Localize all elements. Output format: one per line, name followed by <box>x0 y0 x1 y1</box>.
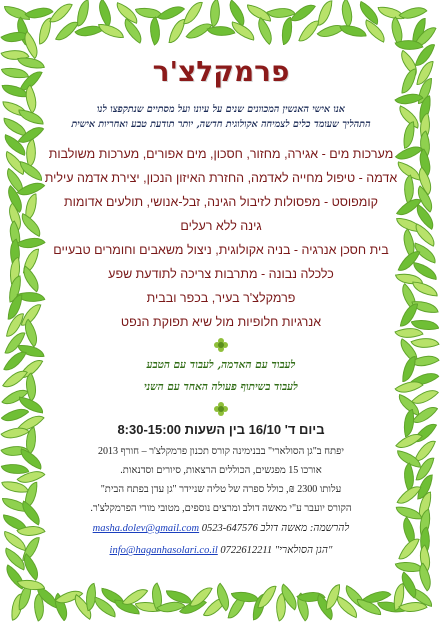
leaf-decoration-icon <box>75 0 92 27</box>
flyer-title: פרמקלצ'ר <box>152 55 290 88</box>
contact-phone[interactable]: 0722612211 <box>220 545 273 556</box>
topics-list <box>34 142 408 334</box>
intro-text <box>38 102 404 132</box>
details-line: הקורס יועבר ע"י מאשה דולב ומרצים נוספים, מטובי מורי הפרמקלצ'ר. <box>90 503 352 514</box>
intro-line-2: התהליך שעומד כלים לצמיחה אקולוגית חדשה, יותר תודעת טבע ואחריות אישית <box>71 119 371 130</box>
contact-label: "הגן הסולארי" <box>274 545 333 556</box>
flower-divider-icon <box>214 338 228 352</box>
contact-email-link[interactable]: info@haganhasolari.co.il <box>109 545 218 556</box>
leaf-decoration-icon <box>135 3 163 22</box>
intro-line-1: אנו אישי האנשין המכוונים שנים על עיונו ועל מסתיים שנתקפצו לנו <box>97 104 345 115</box>
event-date-time: ביום ד' 16/10 בין השעות 8:30-15:00 <box>117 422 325 437</box>
details-line: יפתח ב"גן הסולארי" בבנימינה קורס תכנון פרמקלצ'ר – חורף 2013 <box>98 446 344 457</box>
topic-item: כלכלה נבונה - מתרבות צריכה לתודעת שפע <box>108 267 334 281</box>
leaf-decoration-icon <box>183 0 203 27</box>
leaf-decoration-icon <box>318 0 333 26</box>
details-line: אורכו 15 מפגשים, הכוללים הרצאות, סיורים וסדנאות. <box>120 465 322 476</box>
topic-item: גינה ללא רעלים <box>180 219 262 233</box>
flower-divider-icon <box>214 402 228 416</box>
contact-email-link[interactable]: masha.dolev@gmail.com <box>92 523 200 534</box>
topic-item: פרמקלצ'ר בעיר, בכפר ובבית <box>146 291 296 305</box>
contact-line-garden <box>34 540 408 562</box>
topic-item: אדמה - טיפול מחייה לאדמה, החזרת האיזון הנכון, יצירת אדמה עילית <box>44 171 398 185</box>
contact-label: להרשמה: מאשה דולב <box>260 523 350 534</box>
leaf-decoration-icon <box>412 282 438 297</box>
contact-line-registration <box>34 518 408 540</box>
details-line: עלותו 2300 ₪, כולל ספרה של טליה שניידר "גן עדן בפתח הבית" <box>100 484 342 495</box>
slogan-1: לעבוד עם האדמה, לעבוד עם הטבע <box>146 359 296 371</box>
course-details <box>34 442 408 518</box>
topic-item: מערכות מים - אגירה, מחזור, חסכון, מים אפורים, מערכות משולבות <box>48 147 394 161</box>
contact-phone[interactable]: 0523-647576 <box>201 523 258 534</box>
topic-item: קומפוסט - מפסולות לזיבול הגינה, זבל-אנושי, תולעים אדומות <box>63 195 379 209</box>
topic-item: בית חסכן אנרגיה - בניה אקולוגית, ניצול משאבים וחומרים טבעיים <box>53 243 389 257</box>
flyer-content <box>34 34 408 594</box>
topic-item: אנרגיות חלופיות מול שיא תפוקת הנפט <box>120 315 322 329</box>
slogan-2: לעבוד בשיתוף פעולה האחד עם השני <box>144 381 298 393</box>
